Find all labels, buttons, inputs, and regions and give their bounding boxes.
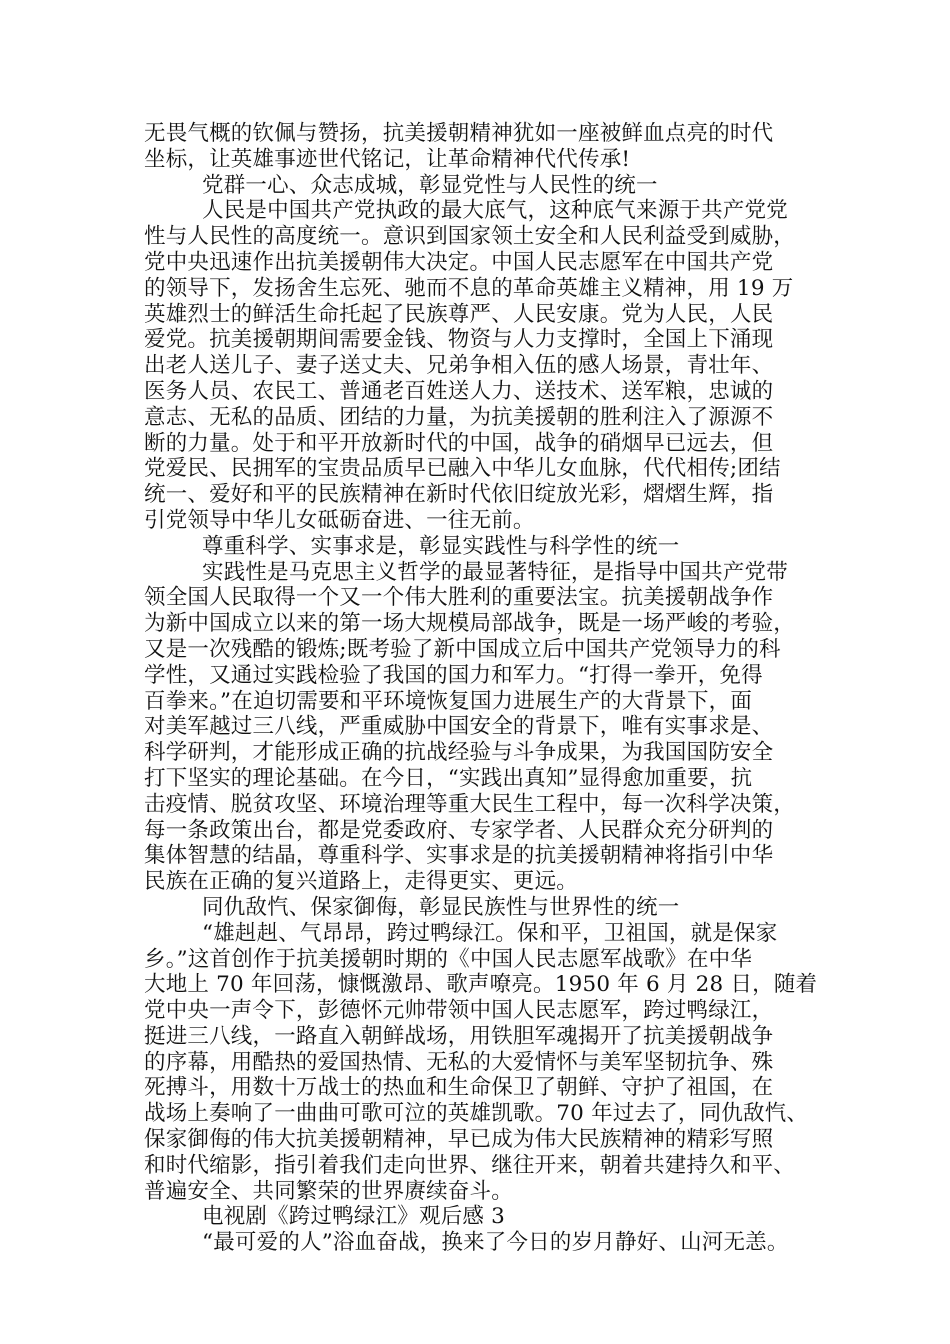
paragraph-start-line: “雄赳赳、气昂昂，跨过鸭绿江。保和平，卫祖国，就是保家 bbox=[202, 920, 778, 946]
text-line: 的领导下，发扬舍生忘死、驰而不息的革命英雄主义精神，用 19 万 bbox=[144, 275, 794, 301]
text-line: 死搏斗，用数十万战士的热血和生命保卫了朝鲜、守护了祖国，在 bbox=[144, 1075, 774, 1101]
text-line: 民族在正确的复兴道路上，走得更实、更远。 bbox=[144, 869, 579, 895]
text-line: 打下坚实的理论基础。在今日，“实践出真知”显得愈加重要，抗 bbox=[144, 765, 753, 791]
text-line: 为新中国成立以来的第一场大规模局部战争，既是一场严峻的考验， bbox=[144, 611, 796, 637]
paragraph-start-line: 实践性是马克思主义哲学的最显著特征，是指导中国共产党带 bbox=[202, 559, 788, 585]
text-line: 统一、爱好和平的民族精神在新时代依旧绽放光彩，熠熠生辉，指 bbox=[144, 482, 774, 508]
text-line: 党中央一声令下，彭德怀元帅带领中国人民志愿军，跨过鸭绿江， bbox=[144, 998, 774, 1024]
paragraph-start-line: 同仇敌忾、保家御侮，彰显民族性与世界性的统一 bbox=[202, 894, 680, 920]
text-line: 爱党。抗美援朝期间需要金钱、物资与人力支撑时，全国上下涌现 bbox=[144, 327, 774, 353]
text-line: 无畏气概的钦佩与赞扬，抗美援朝精神犹如一座被鲜血点亮的时代 bbox=[144, 121, 774, 146]
text-line: 和时代缩影，指引着我们走向世界、继往开来，朝着共建持久和平、 bbox=[144, 1152, 796, 1178]
text-line: 乡。”这首创作于抗美援朝时期的《中国人民志愿军战歌》在中华 bbox=[144, 946, 753, 972]
paragraph-start-line: 尊重科学、实事求是，彰显实践性与科学性的统一 bbox=[202, 533, 680, 559]
text-line: 挺进三八线，一路直入朝鲜战场，用铁胆军魂揭开了抗美援朝战争 bbox=[144, 1023, 774, 1049]
text-line: 百拳来。”在迫切需要和平环境恢复国力进展生产的大背景下，面 bbox=[144, 688, 753, 714]
text-line: 又是一次残酷的锻炼;既考验了新中国成立后中国共产党领导力的科 bbox=[144, 636, 781, 662]
text-line: 党中央迅速作出抗美援朝伟大决定。中国人民志愿军在中国共产党 bbox=[144, 249, 774, 275]
text-line: 对美军越过三八线，严重威胁中国安全的背景下，唯有实事求是、 bbox=[144, 714, 774, 740]
text-line: 党爱民、民拥军的宝贵品质早已融入中华儿女血脉，代代相传;团结 bbox=[144, 456, 781, 482]
text-line: 普遍安全、共同繁荣的世界赓续奋斗。 bbox=[144, 1178, 513, 1204]
text-line: 学性，又通过实践检验了我国的国力和军力。“打得一拳开，免得 bbox=[144, 662, 763, 688]
paragraph-start-line: 党群一心、众志成城，彰显党性与人民性的统一 bbox=[202, 172, 658, 198]
text-line: 保家御侮的伟大抗美援朝精神，早已成为伟大民族精神的精彩写照 bbox=[144, 1127, 774, 1153]
text-line: 集体智慧的结晶，尊重科学、实事求是的抗美援朝精神将指引中华 bbox=[144, 843, 774, 869]
paragraph-start-line: 人民是中国共产党执政的最大底气，这种底气来源于共产党党 bbox=[202, 198, 788, 224]
paragraph-start-line: “最可爱的人”浴血奋战，换来了今日的岁月静好、山河无恙。 bbox=[202, 1230, 789, 1256]
text-line: 出老人送儿子、妻子送丈夫、兄弟争相入伍的感人场景，青壮年、 bbox=[144, 353, 774, 379]
paragraph-start-line: 电视剧《跨过鸭绿江》观后感 3 bbox=[202, 1204, 506, 1230]
text-line: 坐标，让英雄事迹世代铭记，让革命精神代代传承! bbox=[144, 146, 631, 172]
text-line: 引党领导中华儿女砥砺奋进、一往无前。 bbox=[144, 507, 535, 533]
text-line: 战场上奏响了一曲曲可歌可泣的英雄凯歌。70 年过去了，同仇敌忾、 bbox=[144, 1101, 809, 1127]
text-line: 英雄烈士的鲜活生命托起了民族尊严、人民安康。党为人民，人民 bbox=[144, 301, 774, 327]
text-line: 击疫情、脱贫攻坚、环境治理等重大民生工程中，每一次科学决策， bbox=[144, 791, 796, 817]
text-line: 性与人民性的高度统一。意识到国家领土安全和人民利益受到威胁， bbox=[144, 224, 796, 250]
text-line: 领全国人民取得一个又一个伟大胜利的重要法宝。抗美援朝战争作 bbox=[144, 585, 774, 611]
text-line: 的序幕，用酷热的爱国热情、无私的大爱情怀与美军坚韧抗争、殊 bbox=[144, 1049, 774, 1075]
text-line: 科学研判，才能形成正确的抗战经验与斗争成果，为我国国防安全 bbox=[144, 740, 774, 766]
text-line: 大地上 70 年回荡，慷慨激昂、歌声嘹亮。1950 年 6 月 28 日，随着 bbox=[144, 972, 818, 998]
text-line: 医务人员、农民工、普通老百姓送人力、送技术、送军粮，忠诚的 bbox=[144, 378, 774, 404]
text-line: 意志、无私的品质、团结的力量，为抗美援朝的胜利注入了源源不 bbox=[144, 404, 774, 430]
text-line: 断的力量。处于和平开放新时代的中国，战争的硝烟早已远去，但 bbox=[144, 430, 774, 456]
text-line: 每一条政策出台，都是党委政府、专家学者、人民群众充分研判的 bbox=[144, 817, 774, 843]
document-body bbox=[144, 121, 824, 1256]
